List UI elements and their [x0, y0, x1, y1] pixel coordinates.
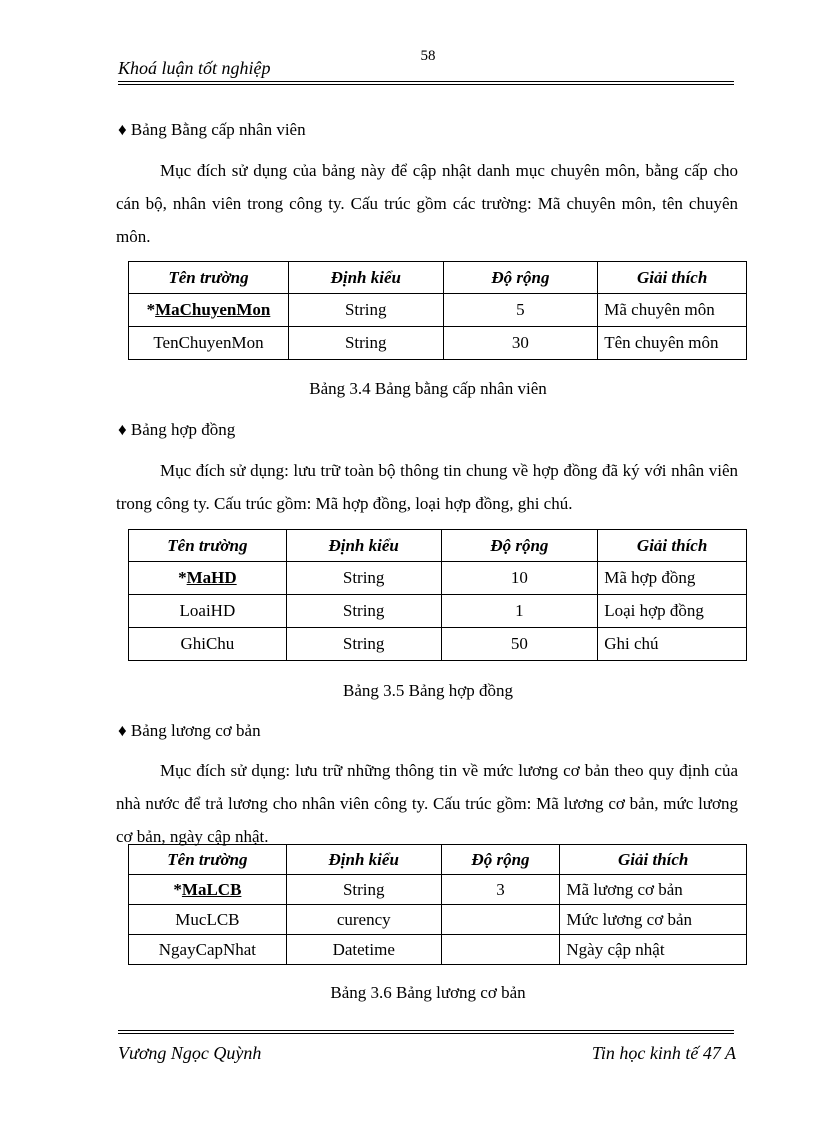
- field-type: String: [286, 562, 441, 595]
- col-header-ten-truong: Tên trường: [129, 262, 289, 294]
- field-width: 30: [443, 327, 598, 360]
- field-name: TenChuyenMon: [129, 327, 289, 360]
- table-luong-co-ban: [128, 844, 747, 965]
- section-heading-bang-cap: ♦ Bảng Bằng cấp nhân viên: [118, 120, 306, 139]
- section-paragraph-hop-dong: Mục đích sử dụng: lưu trữ toàn bộ thông tin chung về hợp đồng đã ký với nhân viên trong công ty. Cấu trúc gồm: Mã hợp đồng, loại hợp đồng, ghi chú.: [116, 461, 738, 513]
- field-width: 5: [443, 294, 598, 327]
- col-header-giai-thich: Giải thích: [598, 262, 747, 294]
- field-name: MaChuyenMon: [155, 300, 271, 319]
- field-description: Tên chuyên môn: [598, 327, 747, 360]
- header-title: Khoá luận tốt nghiệp: [118, 58, 271, 78]
- col-header-do-rong: Độ rộng: [443, 262, 598, 294]
- field-description: Loại hợp đồng: [598, 595, 747, 628]
- table-caption-3-5: Bảng 3.5 Bảng hợp đồng: [342, 681, 513, 700]
- col-header-do-rong: Độ rộng: [441, 530, 598, 562]
- table-row: [129, 294, 747, 327]
- table-row: [129, 562, 747, 595]
- table-row: [129, 327, 747, 360]
- field-type: String: [288, 327, 443, 360]
- col-header-dinh-kieu: Định kiểu: [286, 845, 441, 875]
- field-name: GhiChu: [129, 628, 287, 661]
- table-caption-3-4: Bảng 3.4 Bảng bằng cấp nhân viên: [309, 379, 547, 398]
- field-type: String: [288, 294, 443, 327]
- section-paragraph-luong-co-ban: Mục đích sử dụng: lưu trữ những thông tin về mức lương cơ bản theo quy định của nhà nước để trả lương cho nhân viên công ty. Cấu trúc gồm: Mã lương cơ bản, mức lương cơ bản, ngày cập nhật.: [116, 761, 738, 846]
- field-name: LoaiHD: [129, 595, 287, 628]
- field-width: 10: [441, 562, 598, 595]
- field-type: String: [286, 628, 441, 661]
- field-type: curency: [286, 905, 441, 935]
- table-row: [129, 875, 747, 905]
- col-header-dinh-kieu: Định kiểu: [288, 262, 443, 294]
- field-width: [441, 905, 560, 935]
- key-marker: *: [178, 568, 187, 587]
- field-name: MucLCB: [129, 905, 287, 935]
- footer-author: Vương Ngọc Quỳnh: [118, 1043, 262, 1063]
- col-header-ten-truong: Tên trường: [129, 845, 287, 875]
- header-rule-bottom: [118, 84, 734, 85]
- field-width: 50: [441, 628, 598, 661]
- field-name: NgayCapNhat: [129, 935, 287, 965]
- primary-key-cell: [129, 294, 289, 327]
- footer-rule-top: [118, 1030, 734, 1031]
- field-description: Mức lương cơ bản: [560, 905, 747, 935]
- page-number: 58: [420, 48, 436, 64]
- table-row: [129, 628, 747, 661]
- field-width: [441, 935, 560, 965]
- field-name: MaHD: [186, 568, 237, 587]
- col-header-dinh-kieu: Định kiểu: [286, 530, 441, 562]
- col-header-ten-truong: Tên trường: [129, 530, 287, 562]
- table-header-row: [129, 845, 747, 875]
- field-description: Ngày cập nhật: [560, 935, 747, 965]
- key-marker: *: [146, 300, 156, 319]
- table-bang-cap: [128, 261, 747, 360]
- header-rule-top: [118, 81, 734, 82]
- col-header-giai-thich: Giải thích: [560, 845, 747, 875]
- table-row: [129, 595, 747, 628]
- field-description: Ghi chú: [598, 628, 747, 661]
- footer-class: Tin học kinh tế 47 A: [591, 1043, 736, 1063]
- table-caption-3-6: Bảng 3.6 Bảng lương cơ bản: [330, 983, 526, 1002]
- primary-key-cell: [129, 562, 287, 595]
- field-type: Datetime: [286, 935, 441, 965]
- field-description: Mã chuyên môn: [598, 294, 747, 327]
- table-hop-dong: [128, 529, 747, 661]
- table-row: [129, 935, 747, 965]
- table-header-row: [129, 530, 747, 562]
- primary-key-cell: [129, 875, 287, 905]
- field-name: MaLCB: [181, 879, 242, 899]
- col-header-giai-thich: Giải thích: [598, 530, 747, 562]
- field-width: 3: [441, 875, 560, 905]
- section-heading-luong-co-ban: ♦ Bảng lương cơ bản: [118, 721, 261, 740]
- section-heading-hop-dong: ♦ Bảng hợp đồng: [118, 420, 236, 439]
- field-width: 1: [441, 595, 598, 628]
- field-description: Mã hợp đồng: [598, 562, 747, 595]
- field-type: String: [286, 595, 441, 628]
- table-header-row: [129, 262, 747, 294]
- col-header-do-rong: Độ rộng: [441, 845, 560, 875]
- section-paragraph-bang-cap: Mục đích sử dụng của bảng này để cập nhật danh mục chuyên môn, bằng cấp cho cán bộ, nhân viên trong công ty. Cấu trúc gồm các trường: Mã chuyên môn, tên chuyên môn.: [116, 161, 738, 246]
- table-row: [129, 905, 747, 935]
- footer-rule-bottom: [118, 1033, 734, 1034]
- field-description: Mã lương cơ bản: [560, 875, 747, 905]
- field-type: String: [286, 875, 441, 905]
- key-marker: *: [173, 879, 182, 899]
